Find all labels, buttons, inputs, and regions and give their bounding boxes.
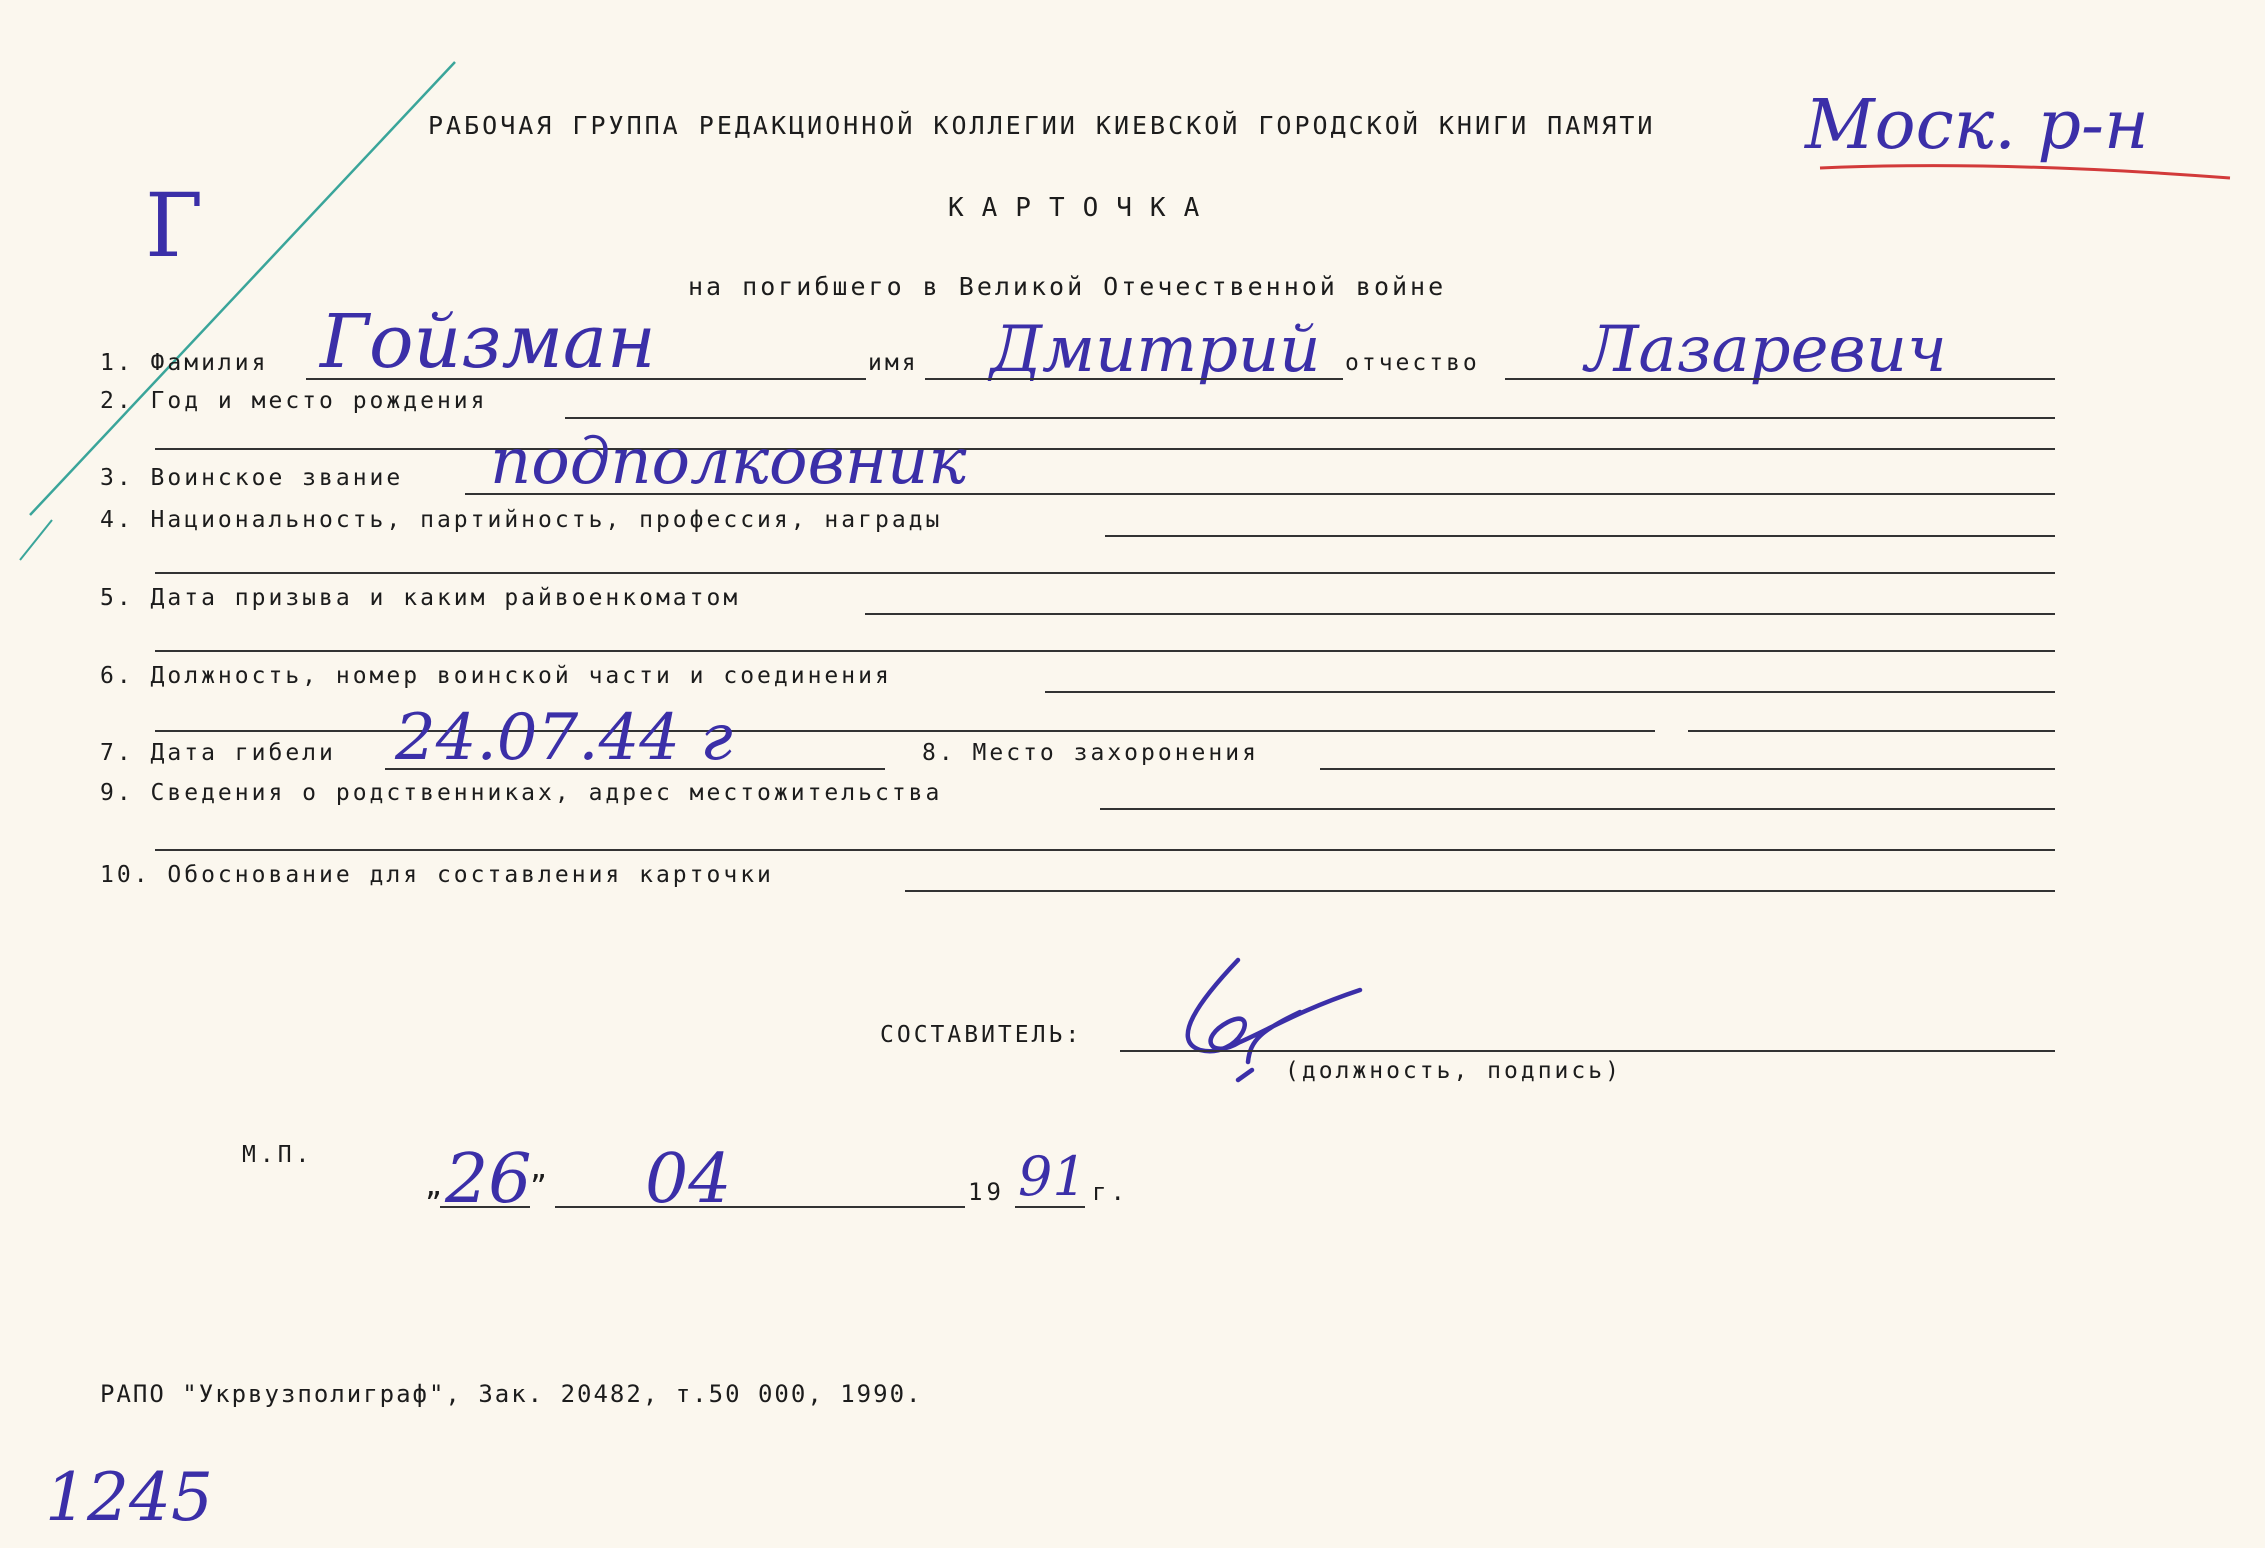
field-7-label: 7. Дата гибели <box>100 740 336 766</box>
surname-value: Гойзман <box>320 299 656 385</box>
index-letter: Г <box>145 174 204 277</box>
field-3-label: 3. Воинское звание <box>100 465 404 491</box>
field-2-label: 2. Год и место рождения <box>100 388 488 414</box>
year-suffix-printed: г. <box>1092 1178 1129 1206</box>
card-subtitle: на погибшего в Великой Отечественной войне <box>688 272 1447 301</box>
year-prefix: 19 <box>968 1178 1005 1206</box>
compiler-hint: (должность, подпись) <box>1285 1058 1622 1084</box>
field-8-label: 8. Место захоронения <box>922 740 1259 766</box>
day-value: 26 <box>445 1140 532 1219</box>
region-annotation: Моск. р-н <box>1805 86 2149 165</box>
field-10-label: 10. Обоснование для составления карточки <box>100 862 774 888</box>
name-value: Дмитрий <box>990 313 1321 387</box>
field-1-patronymic-label: отчество <box>1345 350 1480 376</box>
compiler-line <box>1120 1050 2055 1052</box>
rank-value: подполковник <box>490 425 967 499</box>
day-line <box>440 1206 530 1208</box>
archive-number: 1245 <box>45 1459 213 1536</box>
field-1-name-label: имя <box>868 350 919 376</box>
field-1-surname-label: 1. Фамилия <box>100 350 269 376</box>
month-value: 04 <box>645 1140 732 1219</box>
death-date-value: 24.07.44 г <box>395 701 733 775</box>
field-6-label: 6. Должность, номер воинской части и соединения <box>100 663 892 689</box>
field-9-label: 9. Сведения о родственниках, адрес местожительства <box>100 780 943 806</box>
print-info: РАПО "Укрвузполиграф", Зак. 20482, т.50 000, 1990. <box>100 1380 923 1408</box>
field-5-label: 5. Дата призыва и каким райвоенкоматом <box>100 585 741 611</box>
compiler-label: СОСТАВИТЕЛЬ: <box>880 1022 1083 1048</box>
stamp-label: М.П. <box>242 1142 314 1168</box>
field-4-label: 4. Национальность, партийность, профессия, награды <box>100 507 943 533</box>
card-title: КАРТОЧКА <box>948 193 1218 223</box>
patronymic-value: Лазаревич <box>1585 313 1947 387</box>
date-close-quote: ” <box>530 1169 551 1202</box>
date-open-quote: „ <box>425 1169 446 1202</box>
month-line <box>555 1206 965 1208</box>
org-header: РАБОЧАЯ ГРУППА РЕДАКЦИОННОЙ КОЛЛЕГИИ КИЕВСКОЙ ГОРОДСКОЙ КНИГИ ПАМЯТИ <box>428 111 1656 140</box>
year-value: 91 <box>1018 1145 1087 1208</box>
year-line <box>1015 1206 1085 1208</box>
